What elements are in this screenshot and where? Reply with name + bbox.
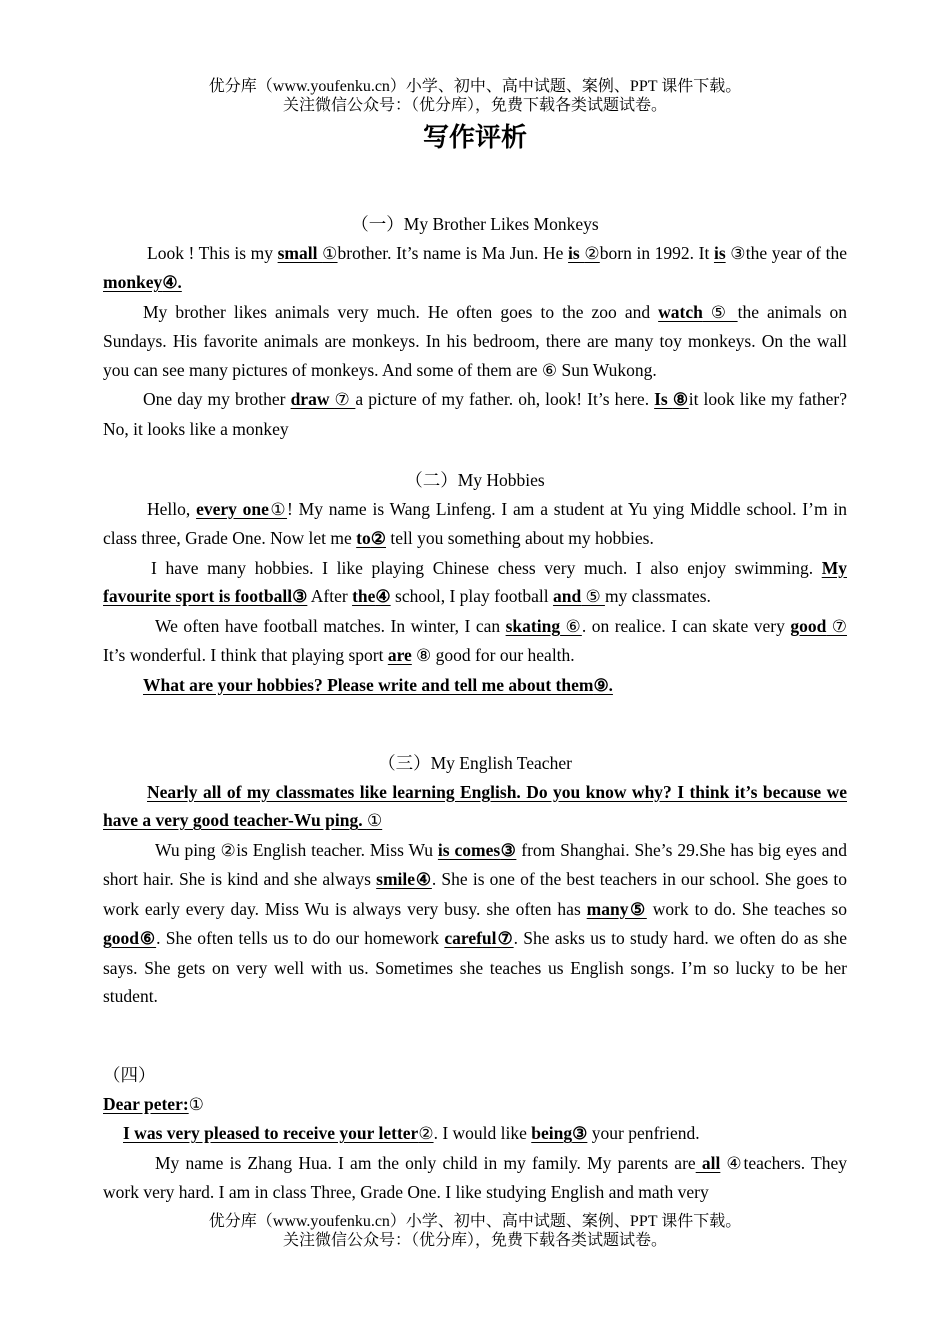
section-4-paragraph-1: I was very pleased to receive your letter②. I would like being③ your penfriend.	[123, 1123, 700, 1143]
section-3-paragraph-2: Wu ping ②is English teacher. Miss Wu is comes③ from Shanghai. She’s 29.She has big eyes and short hair. She is kind and she always smile④. She is one of the best teachers in our school. She goes to work early every day. Miss Wu is always very busy. she often has many⑤ work to do. She teaches so good⑥. She often tells us to do our homework careful⑦. She asks us to study hard. we often do as she says. She gets on very well with us. Sometimes she teaches us English songs. I’m so lucky to be her student.	[103, 839, 847, 1006]
section-3-title: （三）My English Teacher	[378, 753, 572, 773]
section-2-paragraph-4: What are your hobbies? Please write and tell me about them⑨.	[143, 674, 613, 695]
section-3	[103, 749, 847, 1011]
section-1-paragraph-1: Look ! This is my small ①brother. It’s name is Ma Jun. He is ②born in 1992. It is ③the year of the monkey④.	[103, 242, 847, 292]
section-2-title: （二）My Hobbies	[405, 470, 545, 490]
header-line-2: 关注微信公众号：（优分库），免费下载各类试题试卷。	[282, 97, 667, 114]
page-title: 写作评析	[422, 123, 527, 152]
section-1-title: （一）My Brother Likes Monkeys	[351, 214, 599, 234]
header-line-1: 优分库（www.youfenku.cn）小学、初中、高中试题、案例、PPT 课件下载。	[208, 78, 742, 95]
page-footer	[0, 1212, 950, 1250]
footer-line-2: 关注微信公众号：（优分库），免费下载各类试题试卷。	[282, 1232, 667, 1249]
footer-line-1: 优分库（www.youfenku.cn）小学、初中、高中试题、案例、PPT 课件下载。	[208, 1213, 742, 1230]
section-3-paragraph-1: Nearly all of my classmates like learning English. Do you know why? I think it’s because we have a very good teacher-Wu ping. ①	[103, 781, 847, 830]
section-2-paragraph-2: I have many hobbies. I like playing Chinese chess very much. I also enjoy swimming. My favourite sport is football③ After the④ school, I play football and ⑤ my classmates.	[103, 557, 847, 606]
section-2-paragraph-1: Hello, every one①! My name is Wang Linfeng. I am a student at Yu ying Middle school. I’m in class three, Grade One. Now let me to② tell you something about my hobbies.	[103, 498, 847, 548]
section-1-paragraph-2: My brother likes animals very much. He often goes to the zoo and watch ⑤ the animals on Sundays. His favorite animals are monkeys. In his bedroom, there are many toy monkeys. On the wall you can see many pictures of monkeys. And some of them are ⑥ Sun Wukong.	[103, 301, 847, 380]
page-header	[0, 77, 950, 115]
section-1-paragraph-3: One day my brother draw ⑦ a picture of my father. oh, look! It’s here. Is ⑧it look like my father? No, it looks like a monkey	[103, 389, 848, 439]
section-4	[103, 1061, 847, 1207]
section-1	[103, 210, 847, 443]
section-4-salutation: Dear peter:①	[103, 1093, 204, 1114]
section-4-paragraph-2: My name is Zhang Hua. I am the only child in my family. My parents are all ④teachers. They work very hard. I am in class Three, Grade One. I like studying English and math very	[103, 1152, 847, 1202]
section-2	[103, 466, 847, 700]
section-2-paragraph-3: We often have football matches. In winter, I can skating ⑥. on realice. I can skate very good ⑦ It’s wonderful. I think that playing sport are ⑧ good for our health.	[103, 615, 847, 665]
section-4-title: （四）	[103, 1065, 156, 1085]
